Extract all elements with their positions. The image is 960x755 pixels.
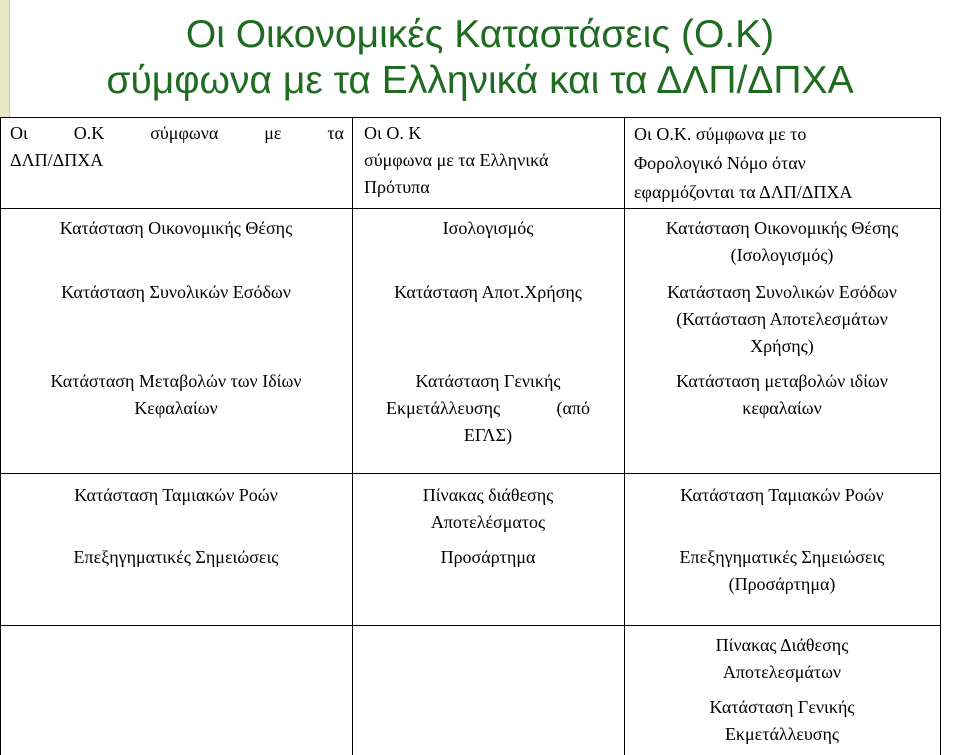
row-1-col-1 bbox=[0, 215, 352, 242]
header-col-2-line-1: Οι Ο. Κ bbox=[364, 123, 422, 143]
cell-text: Κατάσταση Αποτ.Χρήσης bbox=[394, 282, 582, 302]
cell-text: Πίνακας διάθεσης bbox=[422, 485, 554, 505]
cell-text: Κατάσταση Γενικής bbox=[415, 371, 561, 391]
cell-text: Κατάσταση Μεταβολών των Ιδίων bbox=[50, 371, 302, 391]
header-col-1 bbox=[10, 120, 344, 174]
cell-text: (Κατάσταση Αποτελεσμάτων bbox=[676, 309, 888, 329]
header-col-3-line-1: Οι Ο.Κ. σύμφωνα με το bbox=[634, 124, 807, 144]
header-col-2-line-2: σύμφωνα με τα Ελληνικά bbox=[364, 150, 549, 170]
column-divider-1 bbox=[352, 118, 353, 755]
cell-text: Κατάσταση Ταμιακών Ροών bbox=[680, 485, 884, 505]
cell-text: Κατάσταση Γενικής bbox=[709, 697, 855, 717]
row-5-col-1 bbox=[0, 544, 352, 571]
row-5-col-3 bbox=[624, 544, 940, 598]
header-col-3-line-2: Φορολογικό Νόμο όταν bbox=[634, 153, 806, 173]
cell-text: Προσάρτημα bbox=[440, 547, 536, 567]
row-divider-2 bbox=[0, 625, 941, 626]
header-col-2-line-3: Πρότυπα bbox=[364, 177, 430, 197]
cell-text: Κεφαλαίων bbox=[134, 398, 218, 418]
row-divider-1 bbox=[0, 473, 941, 474]
cell-text: (Προσάρτημα) bbox=[728, 574, 836, 594]
header-col-3-line-3: εφαρμόζονται τα ΔΛΠ/ΔΠΧΑ bbox=[634, 182, 853, 202]
row-3-col-3 bbox=[624, 368, 940, 422]
row-4-col-3 bbox=[624, 482, 940, 509]
row-5-col-2 bbox=[352, 544, 624, 571]
header-divider bbox=[0, 208, 941, 209]
cell-text: Χρήσης) bbox=[750, 336, 814, 356]
cell-text: Επεξηγηματικές Σημειώσεις bbox=[73, 547, 279, 567]
cell-text: ΕΓΛΣ) bbox=[463, 425, 513, 445]
cell-text: Κατάσταση Ταμιακών Ροών bbox=[74, 485, 278, 505]
row-2-col-3 bbox=[624, 279, 940, 360]
cell-text: Κατάσταση Οικονομικής Θέσης bbox=[665, 218, 899, 238]
header-col-3 bbox=[634, 120, 934, 207]
row-2-col-1 bbox=[0, 279, 352, 306]
cell-text: Κατάσταση μεταβολών ιδίων bbox=[676, 371, 888, 391]
title-line-1: Οι Οικονομικές Καταστάσεις (Ο.Κ) bbox=[185, 13, 775, 56]
header-col-2 bbox=[364, 120, 616, 201]
cell-text: Εκμετάλλευσης bbox=[724, 724, 840, 744]
comparison-table bbox=[0, 117, 941, 755]
row-3-col-1 bbox=[0, 368, 352, 422]
cell-text: Ισολογισμός bbox=[442, 218, 534, 238]
cell-text: Κατάσταση Συνολικών Εσόδων bbox=[61, 282, 291, 302]
table-border-left bbox=[0, 118, 1, 755]
cell-text: Αποτελεσμάτων bbox=[722, 662, 842, 682]
row-4-col-1 bbox=[0, 482, 352, 509]
cell-text: Κατάσταση Οικονομικής Θέσης bbox=[59, 218, 293, 238]
row-1-col-2 bbox=[352, 215, 624, 242]
page-title bbox=[0, 12, 960, 104]
title-line-2: σύμφωνα με τα Ελληνικά και τα ΔΛΠ/ΔΠΧΑ bbox=[106, 59, 854, 102]
cell-text: (Ισολογισμός) bbox=[730, 245, 834, 265]
cell-text: Επεξηγηματικές Σημειώσεις bbox=[679, 547, 885, 567]
row-3-col-2 bbox=[386, 368, 590, 449]
cell-text: Αποτελέσματος bbox=[430, 512, 546, 532]
cell-text: Κατάσταση Συνολικών Εσόδων bbox=[667, 282, 897, 302]
header-col-1-line-2: ΔΛΠ/ΔΠΧΑ bbox=[10, 150, 104, 170]
row-1-col-3 bbox=[624, 215, 940, 269]
row-4-col-2 bbox=[352, 482, 624, 536]
row-2-col-2 bbox=[352, 279, 624, 306]
row-6-col-3 bbox=[624, 632, 940, 686]
cell-text: Εκμετάλλευσης (από bbox=[386, 398, 590, 418]
cell-text: Πίνακας Διάθεσης bbox=[715, 635, 849, 655]
table-border-right bbox=[940, 118, 941, 755]
row-7-col-3 bbox=[624, 694, 940, 748]
cell-text: κεφαλαίων bbox=[742, 398, 822, 418]
header-col-1-line-1: Οι Ο.Κ σύμφωνα με τα bbox=[10, 123, 344, 143]
